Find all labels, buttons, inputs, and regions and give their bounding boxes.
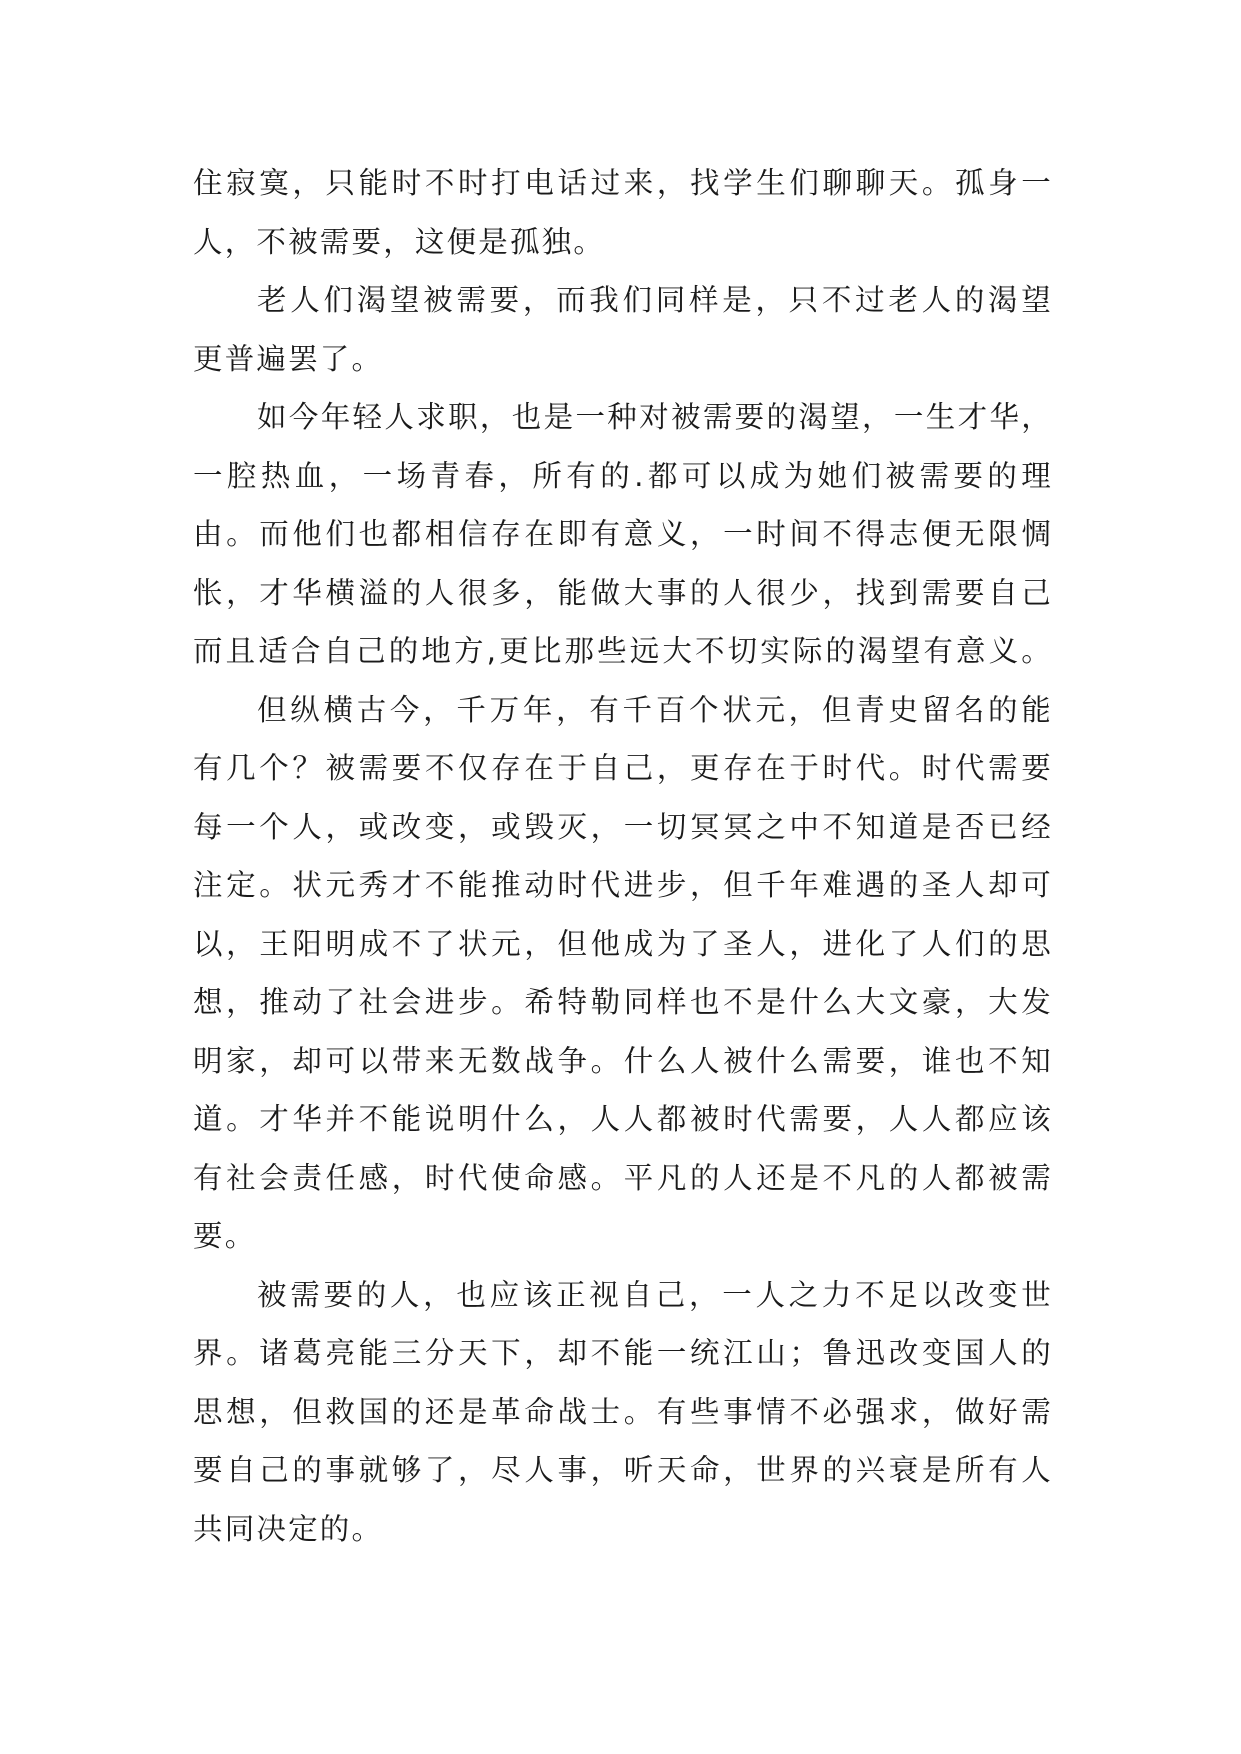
text-line: 道。才华并不能说明什么，人人都被时代需要，人人都应该: [193, 1102, 1053, 1136]
text-line: 老人们渴望被需要，而我们同样是，只不过老人的渴望: [257, 283, 1053, 317]
text-line: 有几个？被需要不仅存在于自己，更存在于时代。时代需要: [193, 751, 1053, 785]
paragraph: [193, 154, 1053, 271]
text-line: 界。诸葛亮能三分天下，却不能一统江山；鲁迅改变国人的: [193, 1336, 1053, 1370]
text-line: 而且适合自己的地方,更比那些远大不切实际的渴望有意义。: [193, 634, 1053, 668]
document-body: [193, 154, 1053, 1558]
text-line: 但纵横古今，千万年，有千百个状元，但青史留名的能: [257, 692, 1053, 727]
text-line: 人，不被需要，这便是孤独。: [193, 224, 606, 259]
paragraph: [193, 388, 1053, 681]
paragraph: [193, 271, 1053, 388]
text-line: 更普遍罢了。: [193, 341, 384, 376]
paragraph: [193, 1266, 1053, 1559]
text-line: 怅，才华横溢的人很多，能做大事的人很少，找到需要自己: [193, 575, 1053, 610]
text-line: 被需要的人，也应该正视自己，一人之力不足以改变世: [257, 1277, 1053, 1312]
text-line: 思想，但救国的还是革命战士。有些事情不必强求，做好需: [193, 1394, 1053, 1429]
text-line: 一腔热血，一场青春，所有的.都可以成为她们被需要的理: [193, 458, 1053, 493]
text-line: 有社会责任感，时代使命感。平凡的人还是不凡的人都被需: [193, 1160, 1053, 1195]
text-line: 如今年轻人求职，也是一种对被需要的渴望，一生才华，: [257, 400, 1053, 434]
text-line: 住寂寞，只能时不时打电话过来，找学生们聊聊天。孤身一: [193, 166, 1053, 200]
text-line: 明家，却可以带来无数战争。什么人被什么需要，谁也不知: [193, 1043, 1053, 1078]
text-line: 注定。状元秀才不能推动时代进步，但千年难遇的圣人却可: [193, 868, 1053, 902]
text-line: 由。而他们也都相信存在即有意义，一时间不得志便无限惆: [193, 517, 1053, 551]
text-line: 以，王阳明成不了状元，但他成为了圣人，进化了人们的思: [193, 926, 1053, 961]
text-line: 每一个人，或改变，或毁灭，一切冥冥之中不知道是否已经: [193, 809, 1053, 844]
text-line: 想，推动了社会进步。希特勒同样也不是什么大文豪，大发: [193, 985, 1053, 1019]
text-line: 共同决定的。: [193, 1511, 384, 1546]
paragraph: [193, 681, 1053, 1266]
text-line: 要。: [193, 1219, 257, 1253]
text-line: 要自己的事就够了，尽人事，听天命，世界的兴衰是所有人: [193, 1453, 1053, 1487]
